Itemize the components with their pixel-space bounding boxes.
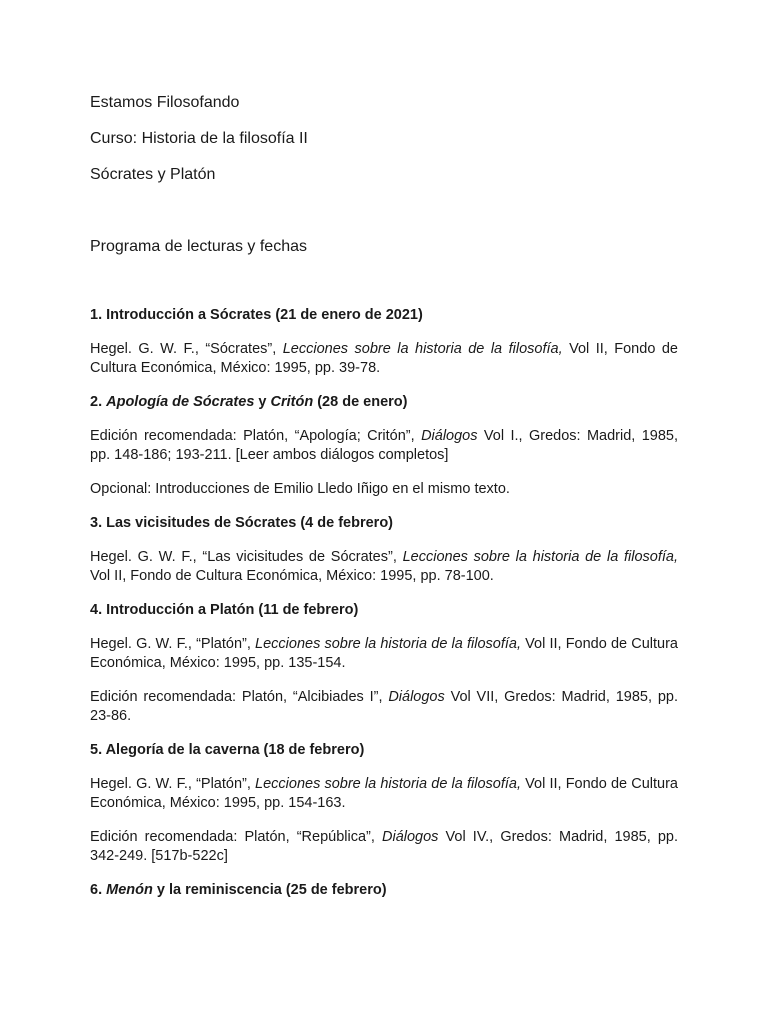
reference-text: Hegel. G. W. F., “Platón”, — [90, 776, 256, 792]
reference-text: Vol II, Fondo de Cultura Económica, México: 1995, pp. 39-78. — [90, 341, 678, 376]
section-heading-4: 4. Introducción a Platón (11 de febrero) — [90, 602, 359, 618]
section-2-optional-note: Opcional: Introducciones de Emilio Lledo Iñigo en el mismo texto. — [90, 481, 510, 497]
section-heading-3: 3. Las vicisitudes de Sócrates (4 de febrero) — [90, 515, 394, 531]
heading-work-title: Critón — [270, 394, 314, 410]
reading-schedule — [90, 306, 678, 915]
reference-text: Edición recomendada: Platón, “Alcibiades I”, — [90, 689, 389, 705]
section-heading-5: 5. Alegoría de la caverna (18 de febrero) — [90, 742, 365, 758]
heading-text: y la reminiscencia (25 de febrero) — [152, 882, 387, 898]
section-2-reference — [90, 427, 678, 465]
heading-work-title: Apología de Sócrates — [106, 394, 255, 410]
section-4-reference — [90, 635, 678, 673]
reference-work-title: Diálogos — [382, 829, 439, 845]
reference-text: Vol VII, Gredos: Madrid, 1985, pp. 23-86. — [90, 689, 678, 724]
course-series-title: Estamos Filosofando — [90, 94, 240, 111]
reference-text: Hegel. G. W. F., “Platón”, — [90, 636, 256, 652]
reference-work-title: Lecciones sobre la historia de la filosofía, — [255, 636, 521, 652]
section-5-reference — [90, 775, 678, 813]
reference-text: Hegel. G. W. F., “Las vicisitudes de Sócrates”, — [90, 549, 403, 565]
heading-date: (28 de enero) — [313, 394, 408, 410]
reference-text: Edición recomendada: Platón, “República”, — [90, 829, 382, 845]
reference-text: Vol II, Fondo de Cultura Económica, México: 1995, pp. 154-163. — [90, 776, 678, 811]
section-3-reference — [90, 548, 678, 586]
reference-work-title: Lecciones sobre la historia de la filosofía, — [255, 776, 521, 792]
section-heading-2 — [90, 393, 678, 412]
heading-number: 2. — [90, 394, 107, 410]
reference-work-title: Lecciones sobre la historia de la filosofía, — [402, 549, 678, 565]
reference-work-title: Diálogos — [388, 689, 445, 705]
reference-text: Vol I., Gredos: Madrid, 1985, pp. 148-186; 193-211. [Leer ambos diálogos completos] — [90, 428, 678, 463]
section-heading-6 — [90, 881, 678, 900]
course-title: Curso: Historia de la filosofía II — [90, 130, 308, 147]
heading-work-title: Menón — [106, 882, 153, 898]
heading-number: 6. — [90, 882, 107, 898]
reference-text: Vol II, Fondo de Cultura Económica, México: 1995, pp. 135-154. — [90, 636, 678, 671]
section-4-recommended-edition — [90, 688, 678, 726]
section-1-reference — [90, 340, 678, 378]
heading-text: y — [254, 394, 271, 410]
reference-text: Edición recomendada: Platón, “Apología; Critón”, — [90, 428, 422, 444]
section-heading-1: 1. Introducción a Sócrates (21 de enero de 2021) — [90, 307, 423, 323]
reference-work-title: Diálogos — [421, 428, 478, 444]
reference-text: Vol IV., Gredos: Madrid, 1985, pp. 342-249. [517b-522c] — [90, 829, 679, 864]
document-subtitle: Programa de lecturas y fechas — [90, 238, 307, 255]
reference-text: Hegel. G. W. F., “Sócrates”, — [90, 341, 283, 357]
reference-text: Vol II, Fondo de Cultura Económica, México: 1995, pp. 78-100. — [90, 568, 494, 584]
reference-work-title: Lecciones sobre la historia de la filosofía, — [282, 341, 563, 357]
course-topic: Sócrates y Platón — [90, 166, 216, 183]
section-5-recommended-edition — [90, 828, 678, 866]
